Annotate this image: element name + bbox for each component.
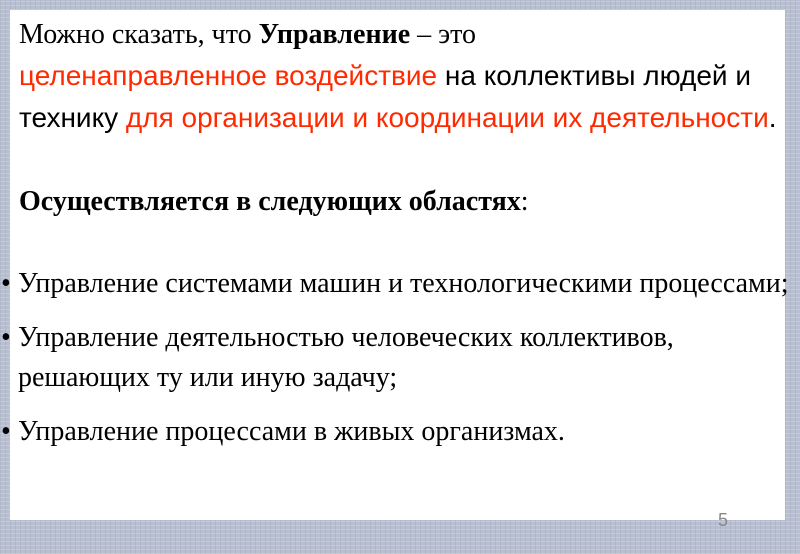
list-item-text: Управление системами машин и технологическими процессами; bbox=[18, 268, 789, 299]
areas-heading-colon: : bbox=[520, 186, 529, 217]
intro-text: . bbox=[768, 102, 777, 133]
bullet-icon: • bbox=[1, 416, 11, 447]
intro-paragraph bbox=[19, 14, 779, 139]
list-item bbox=[0, 264, 790, 304]
list-item bbox=[0, 412, 790, 452]
list-item bbox=[0, 318, 790, 398]
list-item-text: Управление деятельностью человеческих коллективов, решающих ту или иную задачу; bbox=[18, 322, 674, 393]
intro-highlight: для организации и координации их деятельности bbox=[125, 102, 769, 133]
intro-text: на коллективы людей и технику bbox=[19, 60, 751, 133]
intro-term: Управление bbox=[258, 19, 411, 50]
bullet-icon: • bbox=[1, 322, 11, 353]
intro-text: – это bbox=[410, 19, 477, 50]
areas-heading bbox=[19, 186, 529, 218]
intro-text: Можно сказать, что bbox=[19, 19, 259, 50]
page-number: 5 bbox=[718, 510, 729, 530]
intro-highlight: целенаправленное воздействие bbox=[19, 60, 438, 91]
list-item-text: Управление процессами в живых организмах. bbox=[18, 416, 565, 447]
bullet-icon: • bbox=[1, 268, 11, 299]
areas-heading-text: Осуществляется в следующих областях bbox=[19, 186, 521, 217]
areas-list bbox=[0, 264, 790, 466]
